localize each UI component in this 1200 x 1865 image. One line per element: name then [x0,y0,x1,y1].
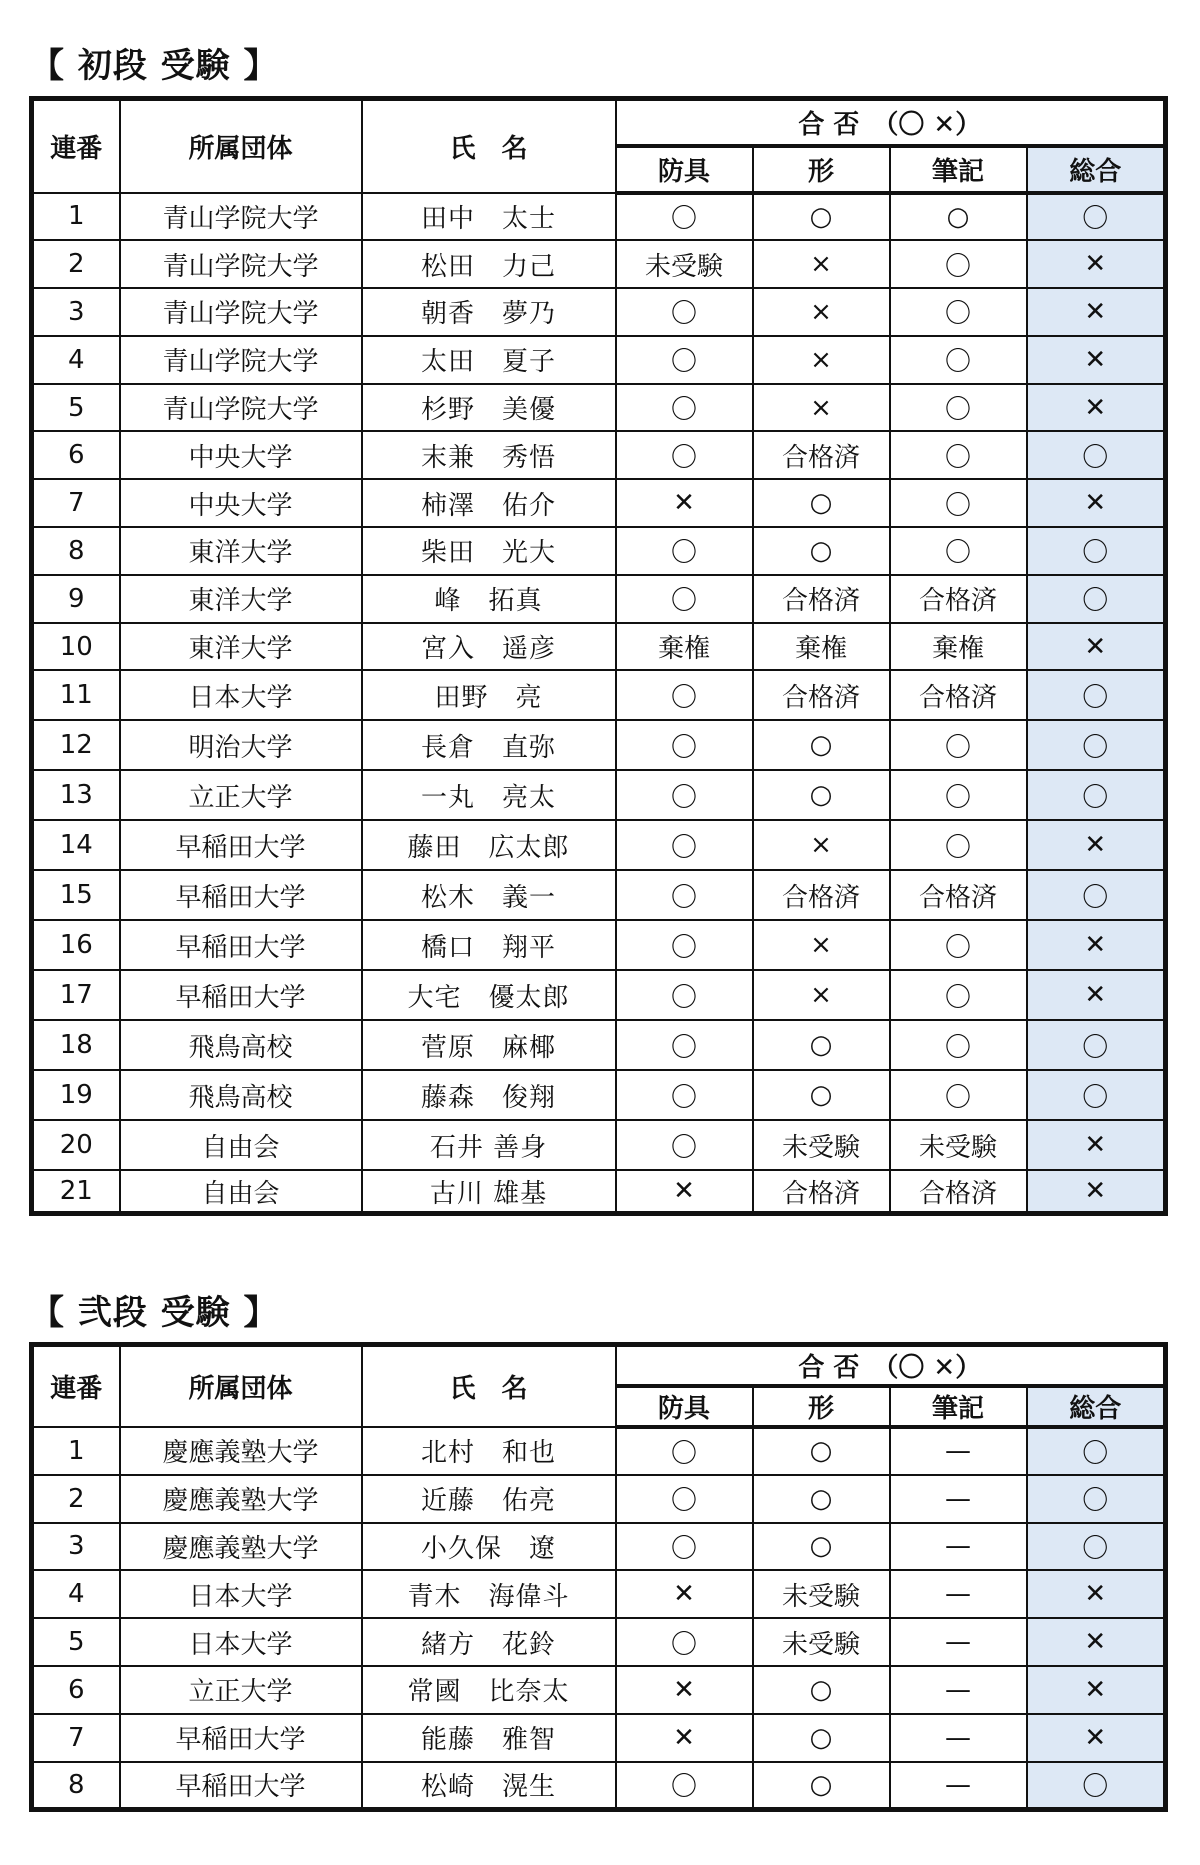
cell-name: 藤森 俊翔 [362,1070,616,1120]
table-row [32,1070,1166,1120]
cell-kata: × [753,820,890,870]
cell-kata: 合格済 [753,670,890,720]
table-row [32,623,1166,671]
cell-total: 〇 [1027,1020,1166,1070]
cell-seq: 19 [32,1070,120,1120]
cell-total: 〇 [1027,1762,1166,1810]
cell-total: ✕ [1027,1666,1166,1714]
cell-total: ✕ [1027,479,1166,527]
results-table-nidan [29,1342,1168,1812]
cell-written: 〇 [890,820,1027,870]
cell-written: — [890,1570,1027,1618]
cell-written: — [890,1475,1027,1523]
cell-seq: 2 [32,1475,120,1523]
cell-name: 松木 義一 [362,870,616,920]
table-row [32,240,1166,288]
cell-kata: ○ [753,720,890,770]
cell-armor: 〇 [616,384,753,432]
header-name: 氏 名 [362,99,616,193]
cell-org: 慶應義塾大学 [120,1523,362,1571]
cell-written: 合格済 [890,870,1027,920]
cell-written: 〇 [890,770,1027,820]
table-row [32,1170,1166,1213]
header-seq: 連番 [32,99,120,193]
cell-armor: 〇 [616,1427,753,1475]
cell-org: 青山学院大学 [120,240,362,288]
cell-name: 宮入 遥彦 [362,623,616,671]
header-armor: 防具 [616,146,753,193]
cell-org: 慶應義塾大学 [120,1427,362,1475]
cell-armor: 〇 [616,870,753,920]
cell-total: 〇 [1027,527,1166,575]
cell-armor: ✕ [616,479,753,527]
cell-kata: ○ [753,193,890,241]
cell-kata: 棄権 [753,623,890,671]
cell-armor: 〇 [616,720,753,770]
cell-seq: 15 [32,870,120,920]
header-seq: 連番 [32,1345,120,1428]
cell-name: 朝香 夢乃 [362,288,616,336]
header-total: 総合 [1027,146,1166,193]
cell-org: 青山学院大学 [120,288,362,336]
cell-armor: 〇 [616,527,753,575]
table-row [32,1762,1166,1810]
cell-kata: 未受験 [753,1618,890,1666]
table-row [32,193,1166,241]
cell-armor: 〇 [616,970,753,1020]
cell-written: 〇 [890,479,1027,527]
cell-written: — [890,1523,1027,1571]
cell-armor: 〇 [616,770,753,820]
cell-kata: ○ [753,1714,890,1762]
cell-total: 〇 [1027,720,1166,770]
header-result: 合 否 （〇 ✕） [616,99,1166,146]
cell-name: 杉野 美優 [362,384,616,432]
cell-written: — [890,1618,1027,1666]
cell-seq: 12 [32,720,120,770]
cell-kata: ○ [753,1020,890,1070]
cell-name: 近藤 佑亮 [362,1475,616,1523]
cell-armor: 〇 [616,1020,753,1070]
cell-name: 田中 太士 [362,193,616,241]
cell-armor: 〇 [616,1120,753,1170]
cell-kata: ○ [753,1762,890,1810]
cell-name: 峰 拓真 [362,575,616,623]
table-row [32,1020,1166,1070]
cell-name: 大宅 優太郎 [362,970,616,1020]
header-kata: 形 [753,1386,890,1427]
cell-org: 日本大学 [120,670,362,720]
cell-seq: 3 [32,1523,120,1571]
cell-written: 〇 [890,1020,1027,1070]
cell-name: 長倉 直弥 [362,720,616,770]
cell-org: 日本大学 [120,1570,362,1618]
cell-armor: 〇 [616,920,753,970]
cell-total: ✕ [1027,1120,1166,1170]
cell-written: — [890,1762,1027,1810]
cell-total: 〇 [1027,431,1166,479]
cell-name: 一丸 亮太 [362,770,616,820]
cell-armor: 〇 [616,820,753,870]
cell-seq: 14 [32,820,120,870]
table-row [32,820,1166,870]
cell-seq: 1 [32,193,120,241]
cell-armor: 〇 [616,670,753,720]
table-row [32,1120,1166,1170]
cell-kata: ○ [753,1427,890,1475]
cell-name: 能藤 雅智 [362,1714,616,1762]
cell-written: 合格済 [890,1170,1027,1213]
cell-name: 菅原 麻椰 [362,1020,616,1070]
header-org: 所属団体 [120,99,362,193]
cell-org: 立正大学 [120,770,362,820]
table-row [32,1427,1166,1475]
cell-seq: 3 [32,288,120,336]
table-row [32,1666,1166,1714]
cell-seq: 13 [32,770,120,820]
cell-org: 早稲田大学 [120,820,362,870]
cell-armor: 未受験 [616,240,753,288]
table-row [32,1475,1166,1523]
table-row [32,720,1166,770]
table-row [32,431,1166,479]
table-row [32,920,1166,970]
cell-seq: 8 [32,527,120,575]
cell-written: ○ [890,193,1027,241]
cell-written: 合格済 [890,670,1027,720]
cell-seq: 11 [32,670,120,720]
cell-seq: 4 [32,336,120,384]
cell-name: 小久保 遼 [362,1523,616,1571]
table-row [32,970,1166,1020]
cell-org: 早稲田大学 [120,920,362,970]
cell-org: 自由会 [120,1170,362,1213]
cell-name: 末兼 秀悟 [362,431,616,479]
cell-org: 青山学院大学 [120,336,362,384]
table-row [32,1570,1166,1618]
cell-armor: ✕ [616,1714,753,1762]
cell-seq: 18 [32,1020,120,1070]
cell-total: ✕ [1027,288,1166,336]
cell-seq: 20 [32,1120,120,1170]
cell-armor: 〇 [616,1618,753,1666]
cell-total: ✕ [1027,1570,1166,1618]
cell-seq: 8 [32,1762,120,1810]
cell-org: 飛鳥高校 [120,1020,362,1070]
header-result: 合 否 （〇 ✕） [616,1345,1166,1387]
cell-kata: 合格済 [753,431,890,479]
cell-seq: 7 [32,1714,120,1762]
header-name: 氏 名 [362,1345,616,1428]
cell-org: 東洋大学 [120,623,362,671]
cell-written: 〇 [890,527,1027,575]
cell-org: 中央大学 [120,431,362,479]
table-row [32,870,1166,920]
cell-written: 〇 [890,720,1027,770]
table-row [32,288,1166,336]
table-row [32,1618,1166,1666]
cell-total: ✕ [1027,1714,1166,1762]
cell-name: 古川 雄基 [362,1170,616,1213]
header-written: 筆記 [890,146,1027,193]
cell-total: ✕ [1027,1618,1166,1666]
cell-total: ✕ [1027,336,1166,384]
cell-org: 慶應義塾大学 [120,1475,362,1523]
cell-seq: 6 [32,431,120,479]
cell-armor: 〇 [616,1475,753,1523]
cell-armor: 〇 [616,336,753,384]
cell-total: ✕ [1027,1170,1166,1213]
cell-seq: 2 [32,240,120,288]
cell-seq: 16 [32,920,120,970]
cell-armor: 〇 [616,288,753,336]
cell-armor: 〇 [616,431,753,479]
cell-name: 青木 海偉斗 [362,1570,616,1618]
cell-org: 東洋大学 [120,527,362,575]
cell-org: 自由会 [120,1120,362,1170]
cell-written: — [890,1666,1027,1714]
cell-name: 常國 比奈太 [362,1666,616,1714]
cell-seq: 10 [32,623,120,671]
cell-total: ✕ [1027,623,1166,671]
cell-seq: 21 [32,1170,120,1213]
cell-org: 東洋大学 [120,575,362,623]
cell-kata: ○ [753,527,890,575]
cell-written: 〇 [890,384,1027,432]
cell-org: 早稲田大学 [120,1762,362,1810]
cell-written: 未受験 [890,1120,1027,1170]
cell-seq: 1 [32,1427,120,1475]
cell-written: 合格済 [890,575,1027,623]
cell-total: ✕ [1027,820,1166,870]
cell-name: 柿澤 佑介 [362,479,616,527]
cell-kata: 合格済 [753,575,890,623]
table-row [32,1714,1166,1762]
cell-armor: 〇 [616,1070,753,1120]
cell-kata: × [753,920,890,970]
cell-kata: × [753,384,890,432]
cell-total: ✕ [1027,384,1166,432]
cell-name: 田野 亮 [362,670,616,720]
cell-total: 〇 [1027,670,1166,720]
cell-name: 松田 力己 [362,240,616,288]
cell-armor: ✕ [616,1570,753,1618]
cell-kata: 合格済 [753,1170,890,1213]
cell-seq: 7 [32,479,120,527]
cell-name: 太田 夏子 [362,336,616,384]
cell-armor: ✕ [616,1170,753,1213]
cell-name: 松崎 滉生 [362,1762,616,1810]
results-table-shodan [29,96,1168,1216]
section-title-nidan: 【 弐段 受験 】 [30,1293,279,1333]
cell-written: — [890,1714,1027,1762]
cell-seq: 5 [32,384,120,432]
cell-kata: × [753,288,890,336]
table-row [32,670,1166,720]
cell-kata: ○ [753,770,890,820]
cell-written: 棄権 [890,623,1027,671]
cell-org: 立正大学 [120,1666,362,1714]
cell-written: 〇 [890,336,1027,384]
cell-armor: ✕ [616,1666,753,1714]
cell-kata: 合格済 [753,870,890,920]
cell-total: 〇 [1027,575,1166,623]
table-row [32,575,1166,623]
cell-written: 〇 [890,288,1027,336]
cell-total: ✕ [1027,970,1166,1020]
cell-armor: 棄権 [616,623,753,671]
cell-written: — [890,1427,1027,1475]
table-row [32,336,1166,384]
cell-org: 青山学院大学 [120,193,362,241]
cell-org: 早稲田大学 [120,1714,362,1762]
cell-seq: 6 [32,1666,120,1714]
cell-total: 〇 [1027,1070,1166,1120]
cell-armor: 〇 [616,575,753,623]
cell-armor: 〇 [616,193,753,241]
header-total: 総合 [1027,1386,1166,1427]
cell-org: 中央大学 [120,479,362,527]
cell-kata: ○ [753,1523,890,1571]
cell-kata: ○ [753,1666,890,1714]
cell-armor: 〇 [616,1523,753,1571]
cell-written: 〇 [890,970,1027,1020]
cell-seq: 9 [32,575,120,623]
cell-total: ✕ [1027,240,1166,288]
cell-armor: 〇 [616,1762,753,1810]
cell-name: 北村 和也 [362,1427,616,1475]
table-row [32,770,1166,820]
cell-org: 青山学院大学 [120,384,362,432]
cell-org: 早稲田大学 [120,870,362,920]
cell-total: 〇 [1027,870,1166,920]
table-row [32,527,1166,575]
cell-kata: ○ [753,479,890,527]
cell-written: 〇 [890,1070,1027,1120]
cell-written: 〇 [890,240,1027,288]
cell-kata: × [753,240,890,288]
cell-total: 〇 [1027,193,1166,241]
cell-org: 飛鳥高校 [120,1070,362,1120]
table-row [32,384,1166,432]
cell-name: 石井 善身 [362,1120,616,1170]
header-armor: 防具 [616,1386,753,1427]
cell-name: 柴田 光大 [362,527,616,575]
cell-org: 早稲田大学 [120,970,362,1020]
table-row [32,479,1166,527]
cell-kata: × [753,336,890,384]
cell-org: 日本大学 [120,1618,362,1666]
cell-kata: 未受験 [753,1120,890,1170]
cell-total: 〇 [1027,770,1166,820]
cell-total: ✕ [1027,920,1166,970]
cell-total: 〇 [1027,1475,1166,1523]
header-written: 筆記 [890,1386,1027,1427]
cell-org: 明治大学 [120,720,362,770]
table-row [32,1523,1166,1571]
cell-seq: 17 [32,970,120,1020]
cell-kata: 未受験 [753,1570,890,1618]
cell-seq: 4 [32,1570,120,1618]
section-title-shodan: 【 初段 受験 】 [30,46,279,86]
cell-name: 緒方 花鈴 [362,1618,616,1666]
cell-total: 〇 [1027,1427,1166,1475]
cell-written: 〇 [890,920,1027,970]
cell-kata: × [753,970,890,1020]
cell-total: 〇 [1027,1523,1166,1571]
cell-kata: ○ [753,1070,890,1120]
cell-seq: 5 [32,1618,120,1666]
cell-name: 藤田 広太郎 [362,820,616,870]
header-kata: 形 [753,146,890,193]
cell-kata: ○ [753,1475,890,1523]
cell-name: 橋口 翔平 [362,920,616,970]
header-org: 所属団体 [120,1345,362,1428]
cell-written: 〇 [890,431,1027,479]
